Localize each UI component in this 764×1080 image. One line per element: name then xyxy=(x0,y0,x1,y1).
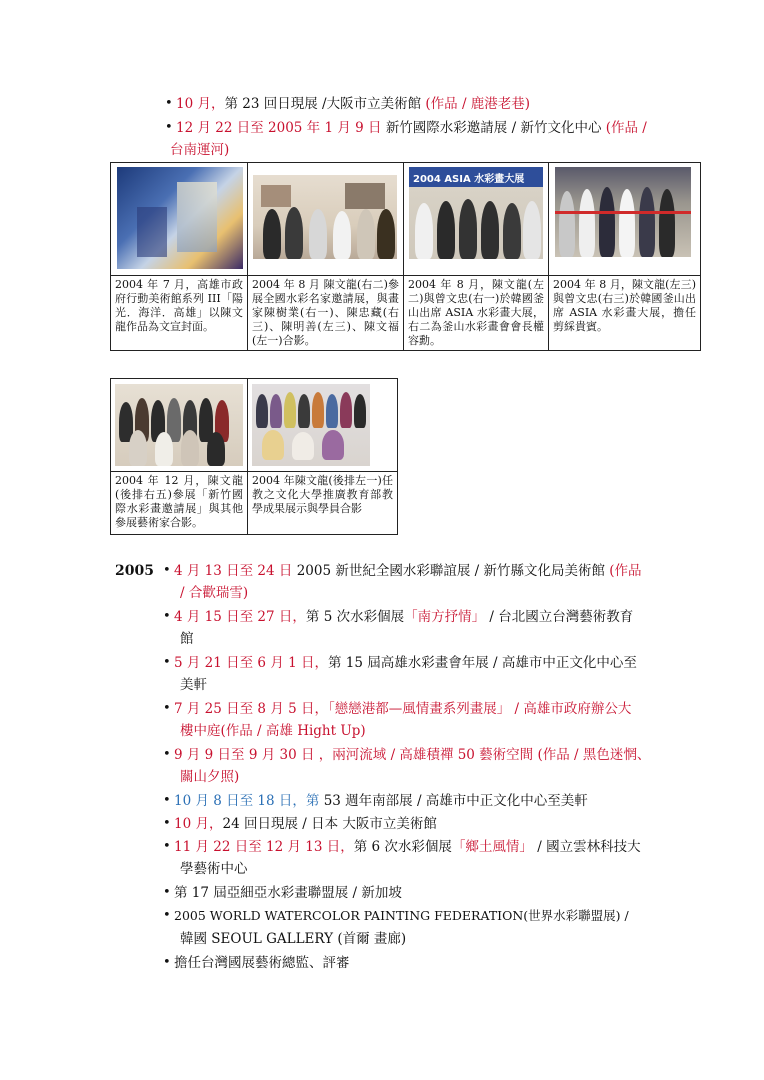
photo-cell xyxy=(404,163,549,276)
list-item: 4 月 15 日至 27 日，第 5 次水彩個展「南方抒情」 / 台北國立台灣藝術教育 xyxy=(174,609,634,625)
photo-cell xyxy=(248,163,404,276)
banner-text: 2004 ASIA 水彩畫大展 xyxy=(413,174,525,185)
list-item: 第 17 屆亞細亞水彩畫聯盟展 / 新加坡 xyxy=(174,885,402,901)
group-photo xyxy=(115,384,243,466)
photo-cell xyxy=(248,379,398,472)
list-item-continuation: 樓中庭(作品 / 高雄 Hight Up) xyxy=(180,723,366,739)
photo-caption: 2004 年 8 月 陳文龍(右二)參展全國水彩名家邀請展，與畫家陳樹業(右一)、陳忠藏(右三)、陳明善(左三)、陳文福(左一)合影。 xyxy=(248,276,404,351)
list-item-continuation: 美軒 xyxy=(180,677,207,693)
photo-caption: 2004 年 8 月，陳文龍(左二)與曾文忠(右一)於韓國釜山出席 ASIA 水彩畫大展，右二為釜山水彩畫會會長權容勳。 xyxy=(404,276,549,351)
list-item: 11 月 22 日至 12 月 13 日，第 6 次水彩個展「鄉土風情」 / 國立雲林科技大 xyxy=(174,839,641,855)
list-item: 10 月，24 回日現展 / 日本 大阪市立美術館 xyxy=(174,816,437,832)
date-text: 10 月， xyxy=(176,96,225,112)
group-photo xyxy=(253,175,397,259)
photo-caption: 2004 年 7 月，高雄市政府行動美術館系列 III「陽光．海洋．高雄」以陳文龍作品為文宣封面。 xyxy=(111,276,248,351)
photo-caption: 2004 年 12 月，陳文龍(後排右五)參展「新竹國際水彩畫邀請展」與其他參展藝術家合影。 xyxy=(111,472,248,535)
bullet: • xyxy=(165,120,173,135)
work-text: (作品 / 鹿港老巷) xyxy=(425,96,531,112)
bullet: • xyxy=(163,793,171,808)
bullet: • xyxy=(163,955,171,970)
class-photo xyxy=(252,384,370,466)
photo-cell xyxy=(549,163,701,276)
bullet: • xyxy=(163,747,171,762)
event-text: 新竹國際水彩邀請展 / 新竹文化中心 xyxy=(385,120,602,136)
list-item-continuation: 館 xyxy=(180,631,194,647)
list-item-continuation: / 合歡瑞雪) xyxy=(180,585,249,601)
photo-cell xyxy=(111,379,248,472)
bullet: • xyxy=(163,701,171,716)
bullet: • xyxy=(163,839,171,854)
photo-caption: 2004 年陳文龍(後排左一)任教之文化大學推廣教育部教學成果展示與學員合影 xyxy=(248,472,398,535)
photo-table xyxy=(110,378,398,535)
list-item-continuation: 台南運河) xyxy=(170,142,230,158)
bullet: • xyxy=(163,655,171,670)
bullet: • xyxy=(165,96,173,111)
list-item: 擔任台灣國展藝術總監、評審 xyxy=(174,955,350,971)
list-item-continuation: 韓國 SEOUL GALLERY (首爾 畫廊) xyxy=(180,931,407,947)
list-item-continuation: 學藝術中心 xyxy=(180,861,248,877)
bullet: • xyxy=(163,816,171,831)
year-heading: 2005 xyxy=(115,563,154,579)
bullet: • xyxy=(163,609,171,624)
photo-caption: 2004 年 8 月，陳文龍(左三)與曾文忠(右三)於韓國釜山出席 ASIA 水彩畫大展，擔任剪綵貴賓。 xyxy=(549,276,701,351)
bullet: • xyxy=(163,908,171,923)
bullet: • xyxy=(163,563,171,578)
photo-cell xyxy=(111,163,248,276)
date-text: 12 月 22 日至 2005 年 1 月 9 日 xyxy=(176,120,386,136)
work-text: (作品 / xyxy=(605,120,647,136)
list-item-continuation: 關山夕照) xyxy=(180,769,240,785)
photo-table xyxy=(110,162,701,351)
list-item: 9 月 9 日至 9 月 30 日 ，兩河流域 / 高雄積禪 50 藝術空間 (作品 / 黑色迷惘、 xyxy=(174,747,651,763)
list-item: 5 月 21 日至 6 月 1 日，第 15 屆高雄水彩畫會年展 / 高雄市中正文化中心至 xyxy=(174,655,637,671)
event-text: 第 23 回日現展 /大阪市立美術館 xyxy=(224,96,422,112)
bullet: • xyxy=(163,885,171,900)
list-item: 2005 WORLD WATERCOLOR PAINTING FEDERATION(世界水彩聯盟展) / xyxy=(174,908,629,923)
list-item: 10 月 8 日至 18 日，第 53 週年南部展 / 高雄市中正文化中心至美軒 xyxy=(174,793,588,809)
list-item: 7 月 25 日至 8 月 5 日，「戀戀港都—風情畫系列畫展」 / 高雄市政府辦公大 xyxy=(174,701,632,717)
poster-photo xyxy=(117,167,243,269)
ribbon-cutting-photo xyxy=(555,167,691,257)
asia-exhibition-photo xyxy=(409,167,543,259)
list-item xyxy=(176,93,530,115)
list-item: 4 月 13 日至 24 日 2005 新世紀全國水彩聯誼展 / 新竹縣文化局美術館 (作品 xyxy=(174,563,642,579)
list-item xyxy=(176,117,647,139)
